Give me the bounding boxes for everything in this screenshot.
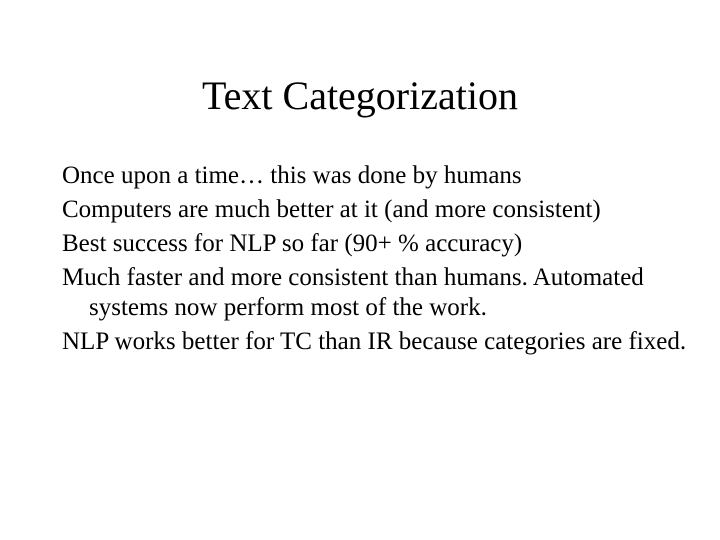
slide-title: Text Categorization (202, 73, 518, 118)
bullet-item: Much faster and more consistent than humans. Automated systems now perform most of the work. (62, 264, 644, 321)
bullet-list (62, 161, 702, 361)
bullet-item: Best success for NLP so far (90+ % accuracy) (62, 230, 523, 257)
bullet-item: NLP works better for TC than IR because categories are fixed. (62, 328, 687, 355)
bullet-item: Once upon a time… this was done by humans (62, 162, 522, 189)
bullet-item: Computers are much better at it (and more consistent) (62, 196, 601, 223)
